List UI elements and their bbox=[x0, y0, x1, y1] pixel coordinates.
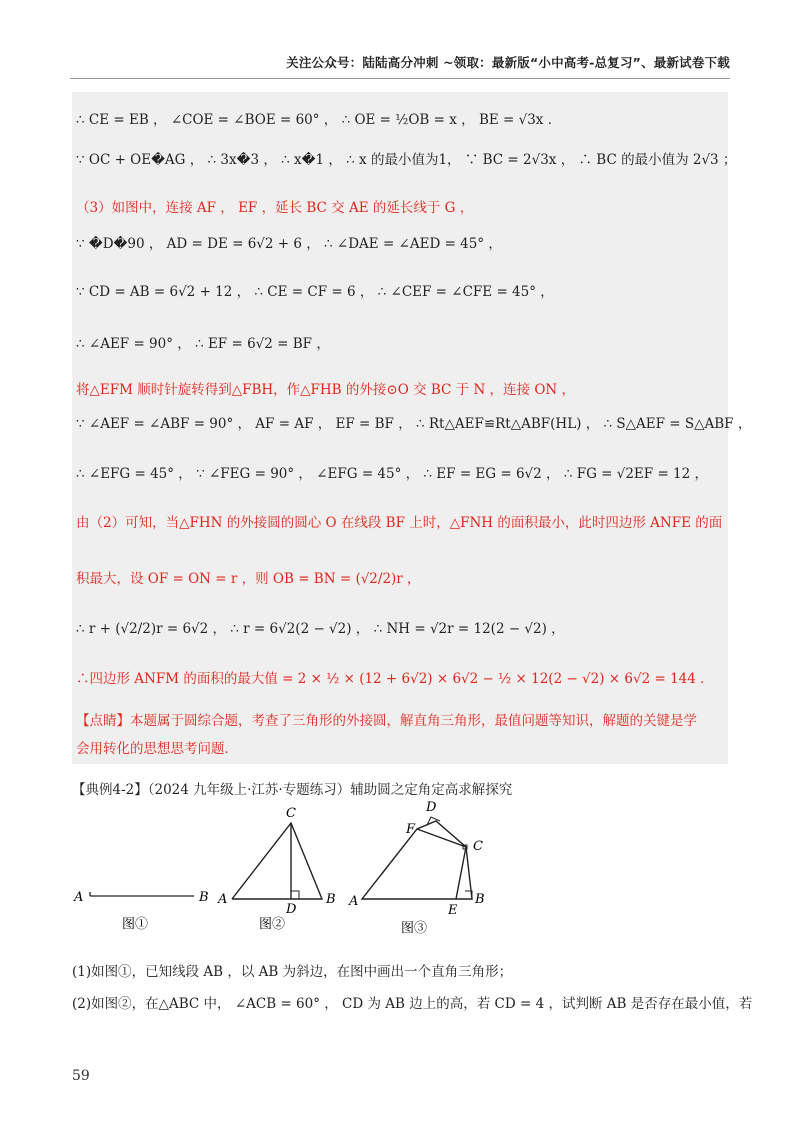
solution-line-10: 由（2）可知，当△FHN 的外接圆的圆心 O 在线段 BF 上时，△FNH 的面积最小，此时四边形 ANFE 的面 bbox=[76, 515, 723, 531]
solution-line-12: ∴ r + (√2/2)r = 6√2 ， ∴ r = 6√2(2 − √2) ， ∴ NH = √2r = 12(2 − √2) ， bbox=[76, 621, 565, 637]
solution-line-11: 积最大，设 OF = ON = r ，则 OB = BN = (√2/2)r ， bbox=[76, 571, 421, 587]
solution-line-3: （3）如图中，连接 AF ， EF ，延长 BC 交 AE 的延长线于 G ， bbox=[76, 200, 474, 216]
solution-line-1: ∴ CE = EB ， ∠COE = ∠BOE = 60° ， ∴ OE = ½OB = x ， BE = √3x ． bbox=[76, 112, 562, 128]
solution-line-9: ∴ ∠EFG = 45° ， ∵ ∠FEG = 90° ， ∠EFG = 45° ， ∴ EF = EG = 6√2 ， ∴ FG = √2EF = 12 ， bbox=[76, 466, 709, 482]
example-title: 【典例4-2】（2024 九年级上·江苏·专题练习）辅助圆之定角定高求解探究 bbox=[72, 782, 513, 798]
fig1-label-a: A bbox=[74, 890, 84, 905]
fig3-label-c: C bbox=[473, 839, 483, 854]
solution-line-6: ∴ ∠AEF = 90° ， ∴ EF = 6√2 = BF ， bbox=[76, 336, 330, 352]
fig1-caption: 图① bbox=[122, 917, 149, 932]
figures bbox=[72, 795, 728, 945]
solution-line-2: ∵ OC + OE�AG ， ∴ 3x�3 ， ∴ x�1 ， ∴ x 的最小值为1， ∵ BC = 2√3x ， ∴ BC 的最小值为 2√3 ； bbox=[76, 152, 737, 168]
figure-2 bbox=[217, 806, 336, 932]
page-number: 59 bbox=[72, 1068, 90, 1084]
solution-line-4: ∵ �D�90 ， AD = DE = 6√2 + 6 ， ∴ ∠DAE = ∠AED = 45° ， bbox=[76, 236, 502, 252]
solution-line-5: ∵ CD = AB = 6√2 + 12 ， ∴ CE = CF = 6 ， ∴ ∠CEF = ∠CFE = 45° ， bbox=[76, 284, 554, 300]
fig3-label-a: A bbox=[349, 894, 359, 909]
figure-3 bbox=[348, 800, 485, 936]
fig2-label-a: A bbox=[218, 892, 228, 907]
fig2-caption: 图② bbox=[259, 917, 286, 932]
fig2-label-c: C bbox=[286, 806, 296, 821]
fig3-label-e: E bbox=[448, 903, 458, 918]
solution-point-2: 会用转化的思想思考问题． bbox=[76, 741, 238, 757]
fig3-caption: 图③ bbox=[401, 921, 428, 936]
figure-1 bbox=[73, 890, 209, 932]
page-header: 关注公众号：陆陆高分冲刺 ~领取：最新版“小中高考-总复习”、最新试卷下载 bbox=[286, 55, 730, 70]
fig2-label-d: D bbox=[286, 902, 297, 917]
solution-line-13: ∴四边形 ANFM 的面积的最大值 = 2 × ½ × (12 + 6√2) × 6√2 − ½ × 12(2 − √2) × 6√2 = 144 ． bbox=[76, 671, 714, 687]
solution-line-8: ∵ ∠AEF = ∠ABF = 90° ， AF = AF ， EF = BF ， ∴ Rt△AEF≌Rt△ABF(HL) ， ∴ S△AEF = S△ABF ， bbox=[76, 416, 752, 432]
question-2: (2)如图②，在△ABC 中， ∠ACB = 60° ， CD 为 AB 边上的高，若 CD = 4 ，试判断 AB 是否存在最小值，若 bbox=[72, 996, 753, 1012]
header-divider bbox=[70, 78, 730, 79]
solution-line-7: 将△EFM 顺时针旋转得到△FBH，作△FHB 的外接⊙O 交 BC 于 N ，连接 ON ， bbox=[76, 382, 576, 398]
fig1-label-b: B bbox=[199, 890, 209, 905]
fig3-label-f: F bbox=[406, 822, 416, 837]
fig2-label-b: B bbox=[326, 892, 336, 907]
fig3-label-d: D bbox=[426, 800, 437, 815]
solution-point-1: 【点睛】本题属于圆综合题，考查了三角形的外接圆，解直角三角形，最值问题等知识，解题的关键是学 bbox=[76, 713, 697, 729]
fig3-label-b: B bbox=[475, 892, 485, 907]
question-1: (1)如图①，已知线段 AB ，以 AB 为斜边，在图中画出一个直角三角形； bbox=[72, 964, 513, 980]
